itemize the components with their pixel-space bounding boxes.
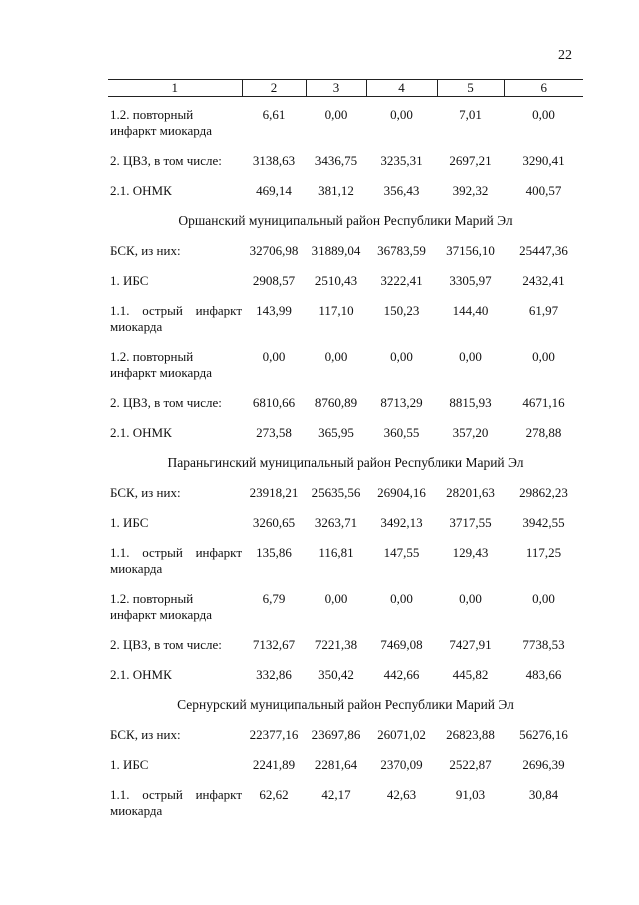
row-label-line: 1. ИБС [110, 757, 149, 772]
cell-value: 3235,31 [380, 153, 423, 168]
table-row [108, 653, 583, 683]
cell-value: 117,25 [525, 545, 562, 560]
cell-value: 3305,97 [449, 273, 492, 288]
row-label [108, 139, 242, 169]
row-label [108, 471, 242, 501]
row-label [108, 335, 242, 381]
cell-value: 62,62 [259, 787, 289, 802]
row-label-line: миокарда [110, 803, 163, 818]
row-label-line: 1.2. повторный [110, 349, 194, 364]
cell-value: 3436,75 [314, 153, 358, 168]
row-label [108, 501, 242, 531]
row-label [108, 169, 242, 199]
row-label [108, 623, 242, 653]
row-label [108, 743, 242, 773]
cell-value: 273,58 [256, 425, 292, 440]
section-title: Оршанский муниципальный район Республики Марий Эл [178, 213, 513, 228]
row-label-line [110, 787, 242, 803]
row-label-word: 1.1. [110, 787, 130, 802]
row-label-word: 1.1. [110, 545, 130, 560]
cell-value: 23697,86 [311, 727, 361, 742]
cell-value: 23918,21 [249, 485, 299, 500]
row-label [108, 713, 242, 743]
cell-value: 143,99 [256, 303, 292, 318]
row-label-line: инфаркт миокарда [110, 365, 212, 380]
row-label-line: 1. ИБС [110, 273, 149, 288]
cell-value: 3290,41 [522, 153, 565, 168]
cell-value: 2522,87 [449, 757, 492, 772]
row-label-line: 2. ЦВЗ, в том числе: [110, 637, 222, 652]
cell-value: 3138,63 [252, 153, 296, 168]
section-heading-row [108, 683, 583, 713]
cell-value: 469,14 [256, 183, 292, 198]
row-label-line: 2.1. ОНМК [110, 183, 172, 198]
cell-value: 2697,21 [449, 153, 492, 168]
cell-value: 129,43 [452, 545, 489, 560]
row-label-line: БСК, из них: [110, 485, 181, 500]
row-label-line: 2.1. ОНМК [110, 667, 172, 682]
row-label-word: инфаркт [195, 787, 242, 802]
cell-value: 2241,89 [252, 757, 296, 772]
statistics-table [108, 79, 583, 819]
row-label [108, 381, 242, 411]
row-label-word: 1.1. [110, 303, 130, 318]
cell-value: 0,00 [532, 591, 555, 606]
cell-value: 0,00 [459, 591, 482, 606]
cell-value: 25447,36 [519, 243, 568, 258]
table-header-row [108, 80, 583, 97]
column-header: 2 [242, 80, 306, 97]
cell-value: 3717,55 [449, 515, 492, 530]
cell-value: 3942,55 [522, 515, 565, 530]
table-row [108, 471, 583, 501]
cell-value: 278,88 [525, 425, 562, 440]
row-label [108, 289, 242, 335]
row-label [108, 577, 242, 623]
cell-value: 0,00 [390, 591, 413, 606]
cell-value: 147,55 [383, 545, 420, 560]
cell-value: 7469,08 [380, 637, 423, 652]
cell-value: 31889,04 [311, 243, 361, 258]
row-label [108, 653, 242, 683]
column-header: 6 [504, 80, 583, 97]
cell-value: 7427,91 [449, 637, 492, 652]
row-label-line: миокарда [110, 319, 163, 334]
table-row [108, 335, 583, 381]
cell-value: 3222,41 [380, 273, 423, 288]
row-label-line: миокарда [110, 561, 163, 576]
row-label-line: БСК, из них: [110, 243, 181, 258]
row-label [108, 531, 242, 577]
cell-value: 365,95 [318, 425, 354, 440]
cell-value: 6810,66 [252, 395, 296, 410]
row-label-line [110, 545, 242, 561]
cell-value: 28201,63 [446, 485, 495, 500]
cell-value: 0,00 [324, 591, 348, 606]
table-row [108, 259, 583, 289]
row-label [108, 97, 242, 140]
cell-value: 7,01 [459, 107, 482, 122]
cell-value: 25635,56 [311, 485, 361, 500]
cell-value: 0,00 [324, 107, 348, 122]
cell-value: 0,00 [262, 349, 286, 364]
cell-value: 150,23 [383, 303, 420, 318]
row-label-line: 2. ЦВЗ, в том числе: [110, 153, 222, 168]
cell-value: 392,32 [452, 183, 489, 198]
row-label-word: острый [142, 787, 183, 802]
row-label-line: инфаркт миокарда [110, 607, 212, 622]
cell-value: 0,00 [390, 107, 413, 122]
section-title: Сернурский муниципальный район Республики Марий Эл [177, 697, 514, 712]
section-title: Параньгинский муниципальный район Республики Марий Эл [167, 455, 524, 470]
cell-value: 3260,65 [252, 515, 296, 530]
cell-value: 350,42 [318, 667, 354, 682]
cell-value: 29862,23 [519, 485, 568, 500]
cell-value: 445,82 [452, 667, 489, 682]
cell-value: 0,00 [459, 349, 482, 364]
cell-value: 26071,02 [377, 727, 426, 742]
cell-value: 91,03 [455, 787, 486, 802]
cell-value: 37156,10 [446, 243, 495, 258]
cell-value: 357,20 [452, 425, 489, 440]
cell-value: 0,00 [390, 349, 413, 364]
column-header: 4 [366, 80, 437, 97]
row-label [108, 229, 242, 259]
table-row [108, 411, 583, 441]
cell-value: 26904,16 [377, 485, 426, 500]
table-row [108, 713, 583, 743]
cell-value: 442,66 [383, 667, 420, 682]
cell-value: 356,43 [383, 183, 420, 198]
row-label-word: инфаркт [195, 303, 242, 318]
table-row [108, 773, 583, 819]
row-label-word: острый [142, 303, 183, 318]
cell-value: 2432,41 [522, 273, 565, 288]
cell-value: 2370,09 [380, 757, 423, 772]
cell-value: 42,63 [386, 787, 417, 802]
cell-value: 3263,71 [314, 515, 358, 530]
column-header: 5 [437, 80, 504, 97]
cell-value: 135,86 [256, 545, 292, 560]
section-heading-row [108, 441, 583, 471]
cell-value: 6,61 [262, 107, 286, 122]
cell-value: 3492,13 [380, 515, 423, 530]
cell-value: 117,10 [318, 303, 354, 318]
table-row [108, 229, 583, 259]
cell-value: 2696,39 [522, 757, 565, 772]
row-label-line: инфаркт миокарда [110, 123, 212, 138]
table-row [108, 623, 583, 653]
cell-value: 400,57 [525, 183, 562, 198]
row-label [108, 259, 242, 289]
row-label-line: БСК, из них: [110, 727, 181, 742]
row-label-line: 1.2. повторный [110, 591, 194, 606]
cell-value: 0,00 [324, 349, 348, 364]
cell-value: 30,84 [528, 787, 559, 802]
cell-value: 32706,98 [249, 243, 299, 258]
table-body [108, 97, 583, 820]
cell-value: 332,86 [256, 667, 292, 682]
table-row [108, 381, 583, 411]
cell-value: 42,17 [321, 787, 351, 802]
cell-value: 381,12 [318, 183, 354, 198]
cell-value: 26823,88 [446, 727, 495, 742]
cell-value: 61,97 [528, 303, 559, 318]
cell-value: 8713,29 [380, 395, 423, 410]
cell-value: 7221,38 [314, 637, 358, 652]
row-label-word: острый [142, 545, 183, 560]
cell-value: 8815,93 [449, 395, 492, 410]
cell-value: 144,40 [452, 303, 489, 318]
table-row [108, 289, 583, 335]
column-header: 3 [306, 80, 366, 97]
cell-value: 7132,67 [252, 637, 296, 652]
cell-value: 360,55 [383, 425, 420, 440]
row-label [108, 773, 242, 819]
column-header: 1 [108, 80, 242, 97]
cell-value: 0,00 [532, 349, 555, 364]
table-row [108, 139, 583, 169]
cell-value: 483,66 [525, 667, 562, 682]
cell-value: 8760,89 [314, 395, 358, 410]
cell-value: 2908,57 [252, 273, 296, 288]
page-number: 22 [558, 48, 572, 63]
cell-value: 0,00 [532, 107, 555, 122]
cell-value: 7738,53 [522, 637, 565, 652]
row-label-line [110, 303, 242, 319]
cell-value: 6,79 [262, 591, 286, 606]
cell-value: 22377,16 [249, 727, 299, 742]
table-row [108, 501, 583, 531]
cell-value: 2510,43 [314, 273, 358, 288]
table-row [108, 531, 583, 577]
cell-value: 116,81 [318, 545, 354, 560]
row-label-word: инфаркт [195, 545, 242, 560]
table-row [108, 577, 583, 623]
cell-value: 2281,64 [314, 757, 358, 772]
row-label-line: 2. ЦВЗ, в том числе: [110, 395, 222, 410]
row-label-line: 2.1. ОНМК [110, 425, 172, 440]
table-row [108, 169, 583, 199]
section-heading-row [108, 199, 583, 229]
table-row [108, 97, 583, 140]
cell-value: 56276,16 [519, 727, 568, 742]
row-label [108, 411, 242, 441]
row-label-line: 1.2. повторный [110, 107, 194, 122]
cell-value: 36783,59 [377, 243, 426, 258]
table-row [108, 743, 583, 773]
cell-value: 4671,16 [522, 395, 565, 410]
row-label-line: 1. ИБС [110, 515, 149, 530]
